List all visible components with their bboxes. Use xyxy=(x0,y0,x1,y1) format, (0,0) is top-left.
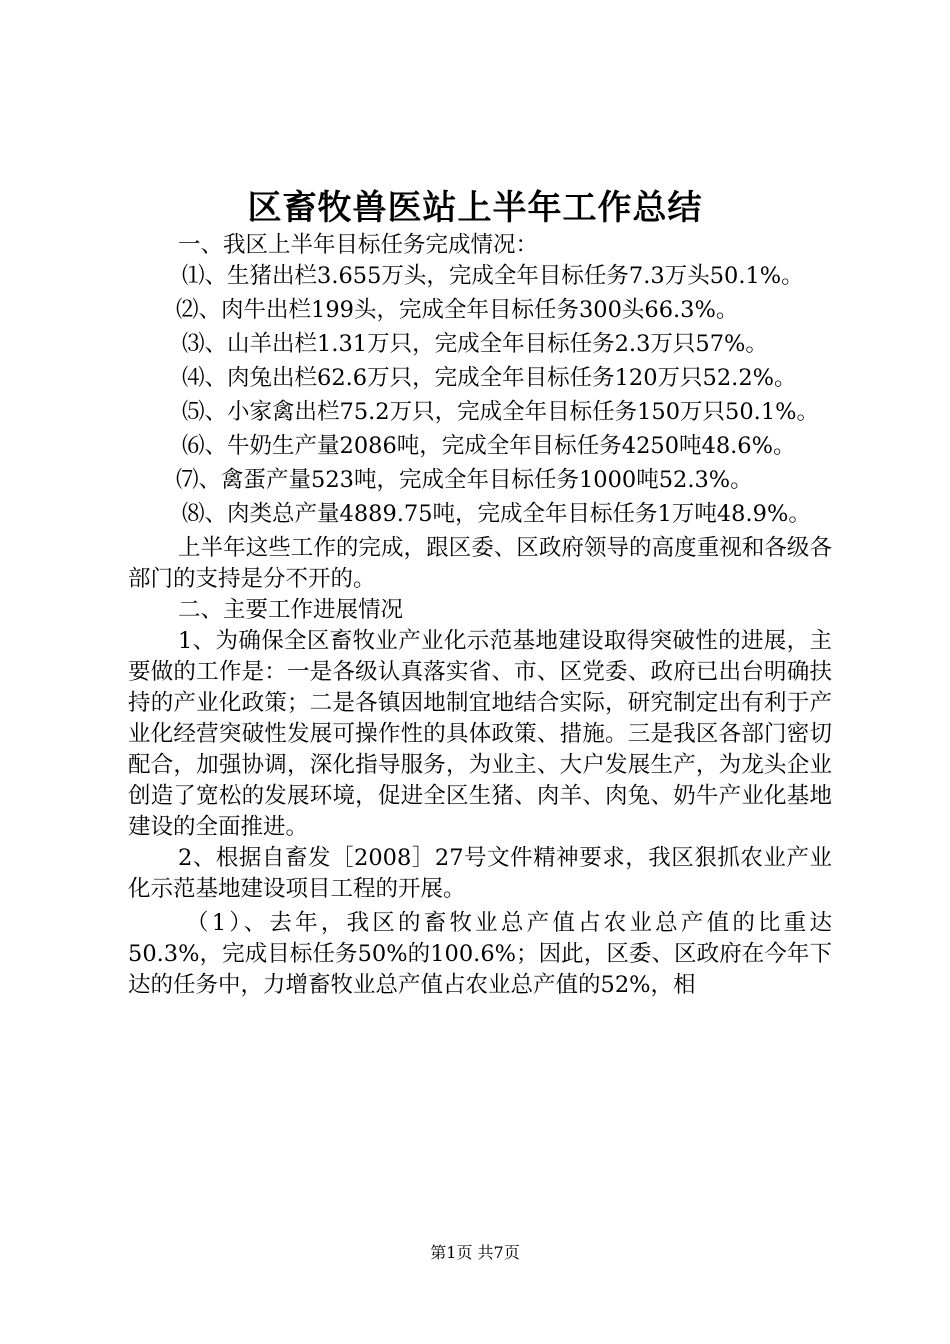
target-item-2: ⑵、肉牛出栏199头，完成全年目标任务300头66.3%。 xyxy=(176,297,739,323)
document-body xyxy=(128,230,832,1001)
page-number-footer: 第1页 共7页 xyxy=(430,1243,520,1262)
work-paragraph-1: 1、为确保全区畜牧业产业化示范基地建设取得突破性的进展，主要做的工作是：一是各级认真落实省、市、区党委、政府已出台明确扶持的产业化政策；二是各镇因地制宜地结合实际，研究制定出有利于产业化经营突破性发展可操作性的具体政策、措施。三是我区各部门密切配合，加强协调，深化指导服务，为业主、大户发展生产，为龙头企业创造了宽松的发展环境，促进全区生猪、肉羊、肉兔、奶牛产业化基地建设的全面推进。 xyxy=(128,628,832,840)
section-heading-1: 一、我区上半年目标任务完成情况： xyxy=(178,232,539,258)
document-title: 区畜牧兽医站上半年工作总结 xyxy=(247,188,703,228)
summary-paragraph: 上半年这些工作的完成，跟区委、区政府领导的高度重视和各级各部门的支持是分不开的。 xyxy=(128,535,832,592)
target-item-5: ⑸、小家禽出栏75.2万只，完成全年目标任务150万只50.1%。 xyxy=(182,399,820,425)
work-paragraph-2: 2、根据自畜发［2008］27号文件精神要求，我区狠抓农业产业化示范基地建设项目工程的开展。 xyxy=(128,845,832,902)
target-item-8: ⑻、肉类总产量4889.75吨，完成全年目标任务1万吨48.9%。 xyxy=(182,501,811,527)
target-item-1: ⑴、生猪出栏3.655万头，完成全年目标任务7.3万头50.1%。 xyxy=(182,263,804,289)
target-item-6: ⑹、牛奶生产量2086吨，完成全年目标任务4250吨48.6%。 xyxy=(182,433,796,459)
target-item-4: ⑷、肉兔出栏62.6万只，完成全年目标任务120万只52.2%。 xyxy=(182,365,797,391)
work-paragraph-3: （1）、去年，我区的畜牧业总产值占农业总产值的比重达50.3%，完成目标任务50%的100.6%；因此，区委、区政府在今年下达的任务中，力增畜牧业总产值占农业总产值的52%，相 xyxy=(128,910,832,998)
target-item-3: ⑶、山羊出栏1.31万只，完成全年目标任务2.3万只57%。 xyxy=(182,331,768,357)
target-item-7: ⑺、禽蛋产量523吨，完成全年目标任务1000吨52.3%。 xyxy=(176,467,753,493)
section-heading-2: 二、主要工作进展情况 xyxy=(178,597,404,623)
